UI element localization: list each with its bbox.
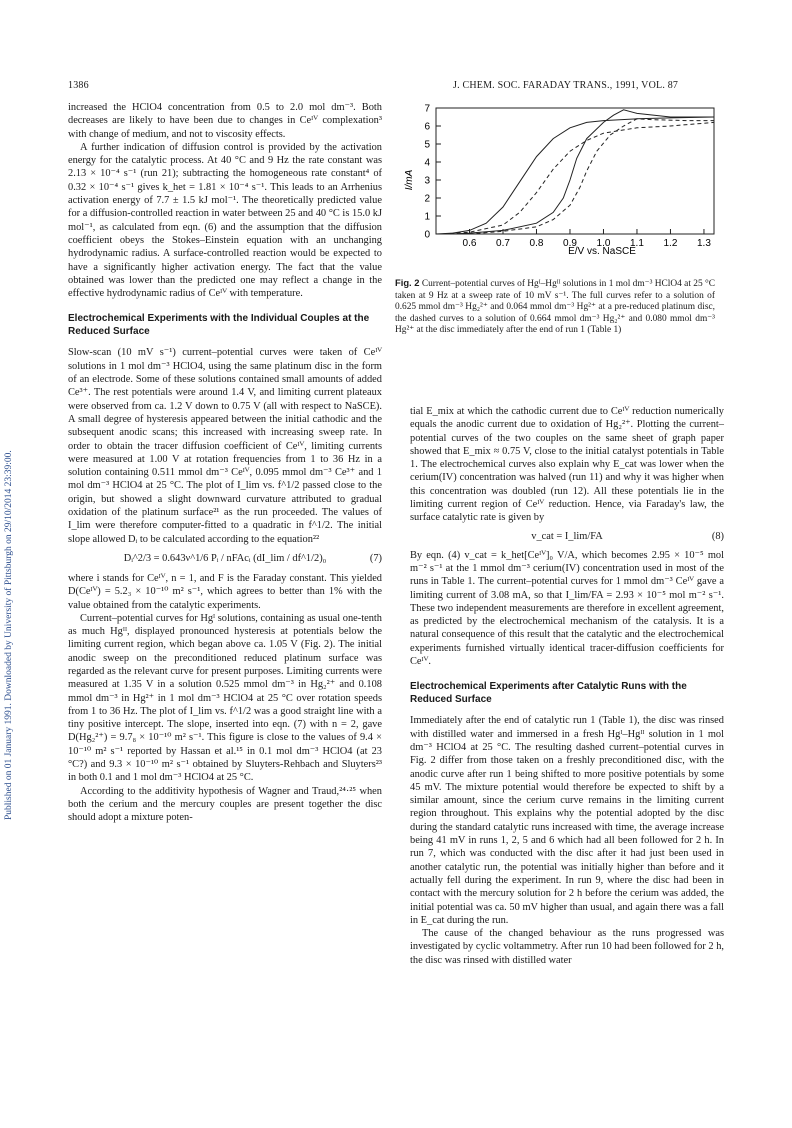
chart-curves	[436, 110, 714, 234]
x-tick-label: 1.1	[630, 238, 644, 249]
paragraph: The cause of the changed behaviour as the runs progressed was investigated by cyclic voltammetry. After run 10 had been followed for 2 h, the disc was rinsed with distilled water	[410, 928, 724, 966]
paragraph: increased the HClO4 concentration from 0.5 to 2.0 mol dm⁻³. Both decreases are likely to have been due to changes in Ceᴵⱽ complexation³ with change of medium, and not to viscosity effects.	[68, 102, 382, 140]
equation-number: (7)	[369, 552, 382, 564]
equation-body: v_cat = I_lim/FA	[531, 530, 603, 542]
x-tick-label: 1.2	[663, 238, 678, 249]
section-heading: Electrochemical Experiments after Catalytic Runs with the Reduced Surface	[410, 681, 687, 706]
x-tick-label: 1.0	[596, 238, 611, 249]
figure-2-chart	[392, 100, 722, 260]
y-tick-label: 4	[424, 157, 430, 169]
series-line-2	[453, 110, 714, 234]
x-axis-label: E/V vs. NaSCE	[568, 246, 636, 257]
x-tick-label: 0.6	[462, 238, 477, 249]
x-tick-label: 0.8	[529, 238, 544, 249]
y-tick-label: 2	[424, 193, 430, 205]
running-header: J. CHEM. SOC. FARADAY TRANS., 1991, VOL. 87	[453, 80, 679, 91]
y-axis-label: I/mA	[404, 169, 415, 191]
x-tick-label: 1.3	[696, 238, 711, 249]
figure-caption	[395, 277, 715, 337]
equation-7	[68, 552, 382, 566]
equation-body: Dᵢ^2/3 = 0.643ν^1/6 Pᵢ / nFAcᵢ (dI_lim / df^1/2)₀	[123, 552, 327, 564]
y-tick-label: 3	[424, 175, 430, 187]
series-line-1	[436, 117, 714, 234]
y-tick-label: 1	[424, 211, 430, 223]
left-column	[68, 101, 382, 825]
paragraph: Current–potential curves for Hgᴵ solutions, containing as usual one-tenth as much Hgᴵᴵ, displayed pronounced hysteresis at potentials below the limiting current region, which began above ca. 1.05 V (Fig. 2). The initial anodic sweep on the preconditioned reduced platinum surface was regarded as the relevant curve for present purposes. Limiting currents were measured at 1.35 V in a solution 0.525 mmol dm⁻³ in Hg₂²⁺ and 0.108 mmol dm⁻³ in Hg²⁺ in 1 mol dm⁻³ HClO4 at 25 °C over rotation speeds from 1 to 36 Hz. The plot of I_lim vs. f^1/2 was a good straight line with a tiny positive intercept. The slope, inserted into eqn. (7) with n = 2, gave D(Hg₂²⁺) = 9.7₈ × 10⁻¹⁰ m² s⁻¹. This figure is close to the values of 9.4 × 10⁻¹⁰ m² s⁻¹ reported by Hassan et al.¹⁵ in 0.1 mol dm⁻³ HClO4 (at 23 °C?) and 9.3 × 10⁻¹⁰ m² s⁻¹ obtained by Sluyters-Rehbach and Sluyters²³ in both 0.1 and 1 mol dm⁻³ HClO4 at 25 °C.	[68, 612, 382, 784]
y-tick-label: 7	[424, 103, 430, 115]
paragraph: tial E_mix at which the cathodic current due to Ceᴵⱽ reduction numerically equals the anodic current due to oxidation of Hg₂²⁺. Plotting the current–potential curves of the two couples on the same sheet of graph paper showed that E_mix ≈ 0.75 V, close to the initial catalyst potentials in Table 1. The electrochemical curves also explain why E_cat was lower when the cerium(IV) concentration was halved (run 11) and why it was higher when this concentration was doubled (run 12). All these potentials lie in the limiting current region of Ceᴵⱽ reduction. Hence, via Faraday's law, the surface catalytic rate is given by	[410, 406, 724, 524]
paragraph: A further indication of diffusion control is provided by the activation energy for the catalytic process. At 40 °C and 9 Hz the rate constant was 2.13 × 10⁻⁴ s⁻¹ (run 21); subtracting the homogeneous rate constant⁴ of 0.32 × 10⁻⁴ s⁻¹ gives k_het = 1.81 × 10⁻⁴ s⁻¹. This leads to an Arrhenius activation energy of 7.7 ± 1.5 kJ mol⁻¹. The theoretically predicted value for a diffusion-controlled reaction in water between 25 and 40 °C is 15.0 kJ mol⁻¹, as calculated from eqn. (6) and the assumption that the diffusion coefficient obeys the Stokes–Einstein equation with an unchanging hydrodynamic radius. A surface-controlled reaction would be expected to have a significantly higher activation energy. The fact that the value obtained was lower than the predicted one may reflect a change in the effective hydrodynamic radius of Ceᴵⱽ with temperature.	[68, 141, 382, 300]
paragraph: Slow-scan (10 mV s⁻¹) current–potential curves were taken of Ceᴵⱽ solutions in 1 mol dm⁻³ HClO4, using the same platinum disc in the form of an electrode. Some of these solutions contained small amounts of added Ce³⁺. The rest potentials were around 1.4 V, and limiting current plateaux were observed from ca. 1.2 V down to 0.75 V (all with respect to NaSCE). A small degree of hysteresis appeared between the initial cathodic and the subsequent anodic scans; this increased with increasing sweep rate. In order to obtain the tracer diffusion coefficient of Ceᴵⱽ, limiting currents were measured at 1.00 V at rotation frequencies from 1 to 36 Hz in a solution containing 0.511 mmol dm⁻³ Ceᴵⱽ, 0.095 mmol dm⁻³ Ce³⁺ and 1 mol dm⁻³ HClO4 at 25 °C. The plot of I_lim vs. f^1/2 passed close to the origin, but showed a slight downward curvature attributed to gradual oxidation of the platinum surface²¹ as the run proceeded. The values of I_lim were therefore computer-fitted to a quadratic in f^1/2. The initial slope allowed Dᵢ to be calculated according to the equation²²	[68, 347, 382, 545]
download-sidebar: Published on 01 January 1991. Downloaded by University of Pittsburgh on 29/10/2014 23:39:00.	[4, 450, 14, 820]
y-tick-label: 6	[424, 121, 430, 133]
caption-label: Fig. 2	[395, 277, 420, 288]
section-heading: Electrochemical Experiments with the Individual Couples at the Reduced Surface	[68, 313, 370, 338]
paragraph: By eqn. (4) v_cat = k_het[Ceᴵⱽ]₀ V/A, which becomes 2.95 × 10⁻⁵ mol m⁻² s⁻¹ at the 1 mmol dm⁻³ cerium(IV) concentration used in most of the runs in Table 1. The current–potential curves for 1 mmol dm⁻³ Ceᴵⱽ gave a limiting current of 3.08 mA, so that I_lim/FA = 2.93 × 10⁻⁵ mol m⁻² s⁻¹. These two independent measurements are therefore in excellent agreement, as predicted by the electrochemical mechanism of the catalysis. It is a natural consequence of this result that the catalytic and the electrochemical experiments furnished virtually identical tracer-diffusion coefficients for Ceᴵⱽ.	[410, 549, 724, 668]
equation-8	[410, 530, 724, 544]
equation-number: (8)	[711, 530, 724, 542]
series-line-4	[470, 119, 715, 234]
paragraph: According to the additivity hypothesis of Wagner and Traud,²⁴·²⁵ when both the cerium and the mercury couples are present together the disc should adopt a mixture poten-	[68, 785, 382, 824]
x-tick-label: 0.7	[496, 238, 510, 249]
series-line-3	[443, 122, 714, 234]
caption-text: Current–potential curves of Hgᴵ–Hgᴵᴵ solutions in 1 mol dm⁻³ HClO4 at 25 °C taken at 9 Hz at a sweep rate of 10 mV s⁻¹. The full curves refer to a solution of 0.625 mmol dm⁻³ Hg₂²⁺ and 0.064 mmol dm⁻³ Hg²⁺ at a pre-reduced platinum disc, the dashed curves to a solution of 0.664 mmol dm⁻³ Hg₂²⁺ and 0.080 mmol dm⁻³ Hg²⁺ at the disc immediately after the end of run 1 (Table 1)	[395, 279, 715, 336]
chart-axes	[424, 104, 714, 250]
page-number: 1386	[68, 80, 89, 91]
right-column	[410, 405, 724, 967]
paragraph: Immediately after the end of catalytic run 1 (Table 1), the disc was rinsed with distilled water and immersed in a fresh Hgᴵ–Hgᴵᴵ solution in 1 mol dm⁻³ HClO4 at 25 °C. The resulting dashed current–potential curves in Fig. 2 differ from those taken on a freshly preconditioned disc, with the anodic curve after run 1 being shifted to more positive potentials by some 45 mV. The mixture potential would therefore be expected to shift by a similar amount, since the cerium curve remains in the limiting current region throughout. This explains why the potential adopted by the disc during the standard catalytic runs increased with time, the average increase being 41 mV in runs 1, 2, 5 and 6 which had all been followed for 2 h. In run 7, which was conducted with the disc after it had just been used in another catalytic run, the potential was initially higher than before and it actually fell during the experiment. In run 9, where the disc had been in contact with the mercury solution for 2 h before the cerium was added, the initial potential was ca. 50 mV higher than usual, and again there was a fall in E_cat during the run.	[410, 715, 724, 926]
x-tick-label: 0.9	[563, 238, 577, 249]
y-tick-label: 0	[424, 229, 430, 241]
plot-frame	[436, 108, 714, 234]
y-tick-label: 5	[424, 139, 430, 151]
paragraph: where i stands for Ceᴵⱽ, n = 1, and F is the Faraday constant. This yielded D(Ceᴵⱽ) = 5.2₃ × 10⁻¹⁰ m² s⁻¹, which agrees to better than 1% with the value obtained from the catalytic experiments.	[68, 572, 382, 611]
